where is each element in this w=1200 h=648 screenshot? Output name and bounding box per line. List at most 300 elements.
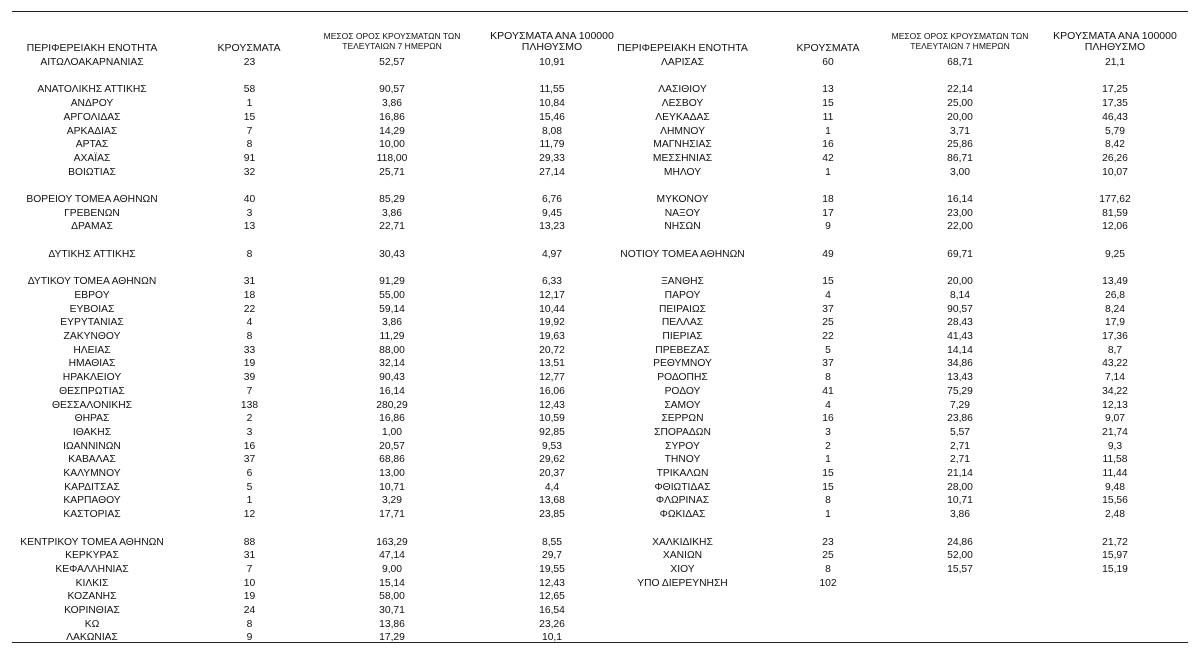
cases-cell: 37 xyxy=(822,303,834,315)
cases-cell: 40 xyxy=(243,194,256,205)
per100k-cell: 26,26 xyxy=(1102,152,1128,164)
cases-cell: 31 xyxy=(243,276,256,288)
per100k-cell: 8,08 xyxy=(541,125,563,137)
per100k-cell: 15,46 xyxy=(539,111,565,123)
table-row xyxy=(12,563,600,577)
cases-cell: 3 xyxy=(246,207,253,219)
region-cell: ΤΡΙΚΑΛΩΝ xyxy=(656,468,709,479)
per100k-cell: 5,79 xyxy=(1104,125,1126,137)
cases-cell: 42 xyxy=(822,152,834,164)
per100k-cell: 8,42 xyxy=(1104,139,1126,151)
table-header-left xyxy=(12,28,614,55)
cases-cell: 18 xyxy=(822,194,834,205)
table-row xyxy=(600,453,1188,467)
per100k-cell: 43,22 xyxy=(1102,358,1128,370)
region-cell: ΣΠΟΡΑΔΩΝ xyxy=(654,426,711,438)
cases-cell: 25 xyxy=(822,317,834,329)
per100k-cell: 6,33 xyxy=(541,276,563,288)
region-cell: ΛΑΡΙΣΑΣ xyxy=(660,57,705,68)
region-cell: ΡΟΔΟΥ xyxy=(664,385,701,397)
table-row xyxy=(600,193,1188,207)
table-row xyxy=(12,83,600,97)
region-cell: ΑΡΓΟΛΙΔΑΣ xyxy=(63,111,121,123)
table-row xyxy=(12,590,600,604)
region-cell: ΑΝΔΡΟΥ xyxy=(70,98,114,110)
table-row xyxy=(600,316,1188,330)
region-cell: ΜΥΚΟΝΟΥ xyxy=(656,194,709,205)
region-cell: ΚΕΡΚΥΡΑΣ xyxy=(65,550,119,562)
per100k-cell: 11,58 xyxy=(1102,454,1128,466)
bottom-rule xyxy=(12,642,1188,643)
per100k-cell: 29,62 xyxy=(539,454,565,466)
avg7-cell: 22,00 xyxy=(947,221,973,233)
avg7-cell: 16,14 xyxy=(947,194,973,205)
cases-cell: 7 xyxy=(246,385,253,397)
region-cell: ΠΕΛΛΑΣ xyxy=(661,317,704,329)
avg7-cell: 75,29 xyxy=(947,385,973,397)
avg7-cell: 41,43 xyxy=(947,331,973,342)
per100k-cell: 10,84 xyxy=(539,98,565,110)
per100k-cell: 7,14 xyxy=(1104,372,1126,384)
region-cell: ΒΟΡΕΙΟΥ ΤΟΜΕΑ ΑΘΗΝΩΝ xyxy=(26,194,158,205)
region-cell: ΦΛΩΡΙΝΑΣ xyxy=(655,495,710,507)
avg7-cell: 9,00 xyxy=(381,563,403,575)
avg7-cell: 14,29 xyxy=(379,125,405,137)
table-row xyxy=(600,481,1188,495)
table-row xyxy=(12,138,600,152)
avg7-cell: 47,14 xyxy=(379,550,405,562)
cases-cell: 15 xyxy=(822,276,834,288)
cases-cell: 15 xyxy=(243,111,256,123)
table-row xyxy=(600,508,1188,522)
avg7-cell: 118,00 xyxy=(376,152,408,164)
cases-cell: 25 xyxy=(822,550,834,562)
per100k-cell: 8,24 xyxy=(1104,303,1126,315)
avg7-cell: 23,00 xyxy=(947,207,973,219)
avg7-cell: 20,00 xyxy=(947,276,973,288)
cases-cell: 11 xyxy=(822,111,834,123)
table-row xyxy=(600,166,1188,180)
per100k-cell: 8,55 xyxy=(541,536,563,548)
per100k-cell: 6,76 xyxy=(541,194,563,205)
avg7-cell: 280,29 xyxy=(376,399,408,411)
avg7-cell: 3,86 xyxy=(381,98,403,110)
avg7-cell: 20,00 xyxy=(947,111,973,123)
region-cell: ΡΟΔΟΠΗΣ xyxy=(657,372,708,384)
avg7-cell: 8,14 xyxy=(949,289,971,301)
table-row xyxy=(12,152,600,166)
cases-cell: 3 xyxy=(246,426,253,438)
per100k-cell: 9,07 xyxy=(1104,413,1126,425)
avg7-cell: 90,57 xyxy=(947,303,973,315)
table-row xyxy=(12,111,600,125)
cases-cell: 8 xyxy=(825,563,831,575)
avg7-cell: 10,71 xyxy=(379,481,405,493)
cases-cell: 23 xyxy=(243,57,256,68)
cases-cell: 9 xyxy=(825,221,831,233)
cases-cell: 5 xyxy=(825,344,831,356)
region-cell: ΕΥΡΥΤΑΝΙΑΣ xyxy=(60,317,124,329)
header-per100k: ΚΡΟΥΣΜΑΤΑ ΑΝΑ 100000 ΠΛΗΘΥΣΜΟ xyxy=(490,30,614,53)
region-cell: ΙΩΑΝΝΙΝΩΝ xyxy=(63,440,121,452)
region-cell: ΣΥΡΟΥ xyxy=(665,440,700,452)
region-cell: ΑΡΚΑΔΙΑΣ xyxy=(66,125,118,137)
per100k-cell: 13,49 xyxy=(1102,276,1128,288)
region-cell: ΚΑΡΔΙΤΣΑΣ xyxy=(64,481,120,493)
cases-cell: 13 xyxy=(243,221,256,233)
per100k-cell: 81,59 xyxy=(1102,207,1128,219)
region-cell: ΒΟΙΩΤΙΑΣ xyxy=(68,166,116,178)
avg7-cell: 69,71 xyxy=(947,248,973,260)
avg7-cell: 30,71 xyxy=(379,605,405,616)
header-avg7: ΜΕΣΟΣ ΟΡΟΣ ΚΡΟΥΣΜΑΤΩΝ ΤΩΝ ΤΕΛΕΥΤΑΙΩΝ 7 ΗΜΕΡΩΝ xyxy=(891,31,1029,51)
table-row xyxy=(12,385,600,399)
per100k-cell: 34,22 xyxy=(1102,385,1128,397)
table-row xyxy=(12,97,600,111)
region-cell: ΔΥΤΙΚΗΣ ΑΤΤΙΚΗΣ xyxy=(48,248,136,260)
avg7-cell: 32,14 xyxy=(379,358,405,370)
cases-cell: 60 xyxy=(822,57,834,68)
avg7-cell: 1,00 xyxy=(381,426,403,438)
per100k-cell: 11,55 xyxy=(539,84,565,96)
per100k-cell: 46,43 xyxy=(1102,111,1128,123)
table-row xyxy=(600,207,1188,221)
avg7-cell: 52,00 xyxy=(947,550,973,562)
table-row xyxy=(12,618,600,632)
cases-cell: 2 xyxy=(246,413,253,425)
table-row xyxy=(600,412,1188,426)
table-row xyxy=(12,549,600,563)
table-row xyxy=(600,275,1188,289)
region-cell: ΗΛΕΙΑΣ xyxy=(73,344,111,356)
region-cell: ΠΑΡΟΥ xyxy=(664,289,701,301)
table-row xyxy=(12,125,600,139)
per100k-cell: 17,9 xyxy=(1104,317,1126,329)
per100k-cell: 19,63 xyxy=(539,331,565,342)
per100k-cell: 11,79 xyxy=(539,139,565,151)
cases-cell: 31 xyxy=(243,550,256,562)
region-cell: ΚΟΡΙΝΘΙΑΣ xyxy=(64,605,120,616)
table-row xyxy=(12,289,600,303)
per100k-cell: 10,07 xyxy=(1102,166,1128,178)
cases-cell: 19 xyxy=(243,591,256,603)
region-cell: ΚΕΝΤΡΙΚΟΥ ΤΟΜΕΑ ΑΘΗΝΩΝ xyxy=(20,536,164,548)
table-row xyxy=(600,138,1188,152)
region-cell: ΜΗΛΟΥ xyxy=(663,166,702,178)
region-cell: ΠΕΙΡΑΙΩΣ xyxy=(658,303,707,315)
per100k-cell: 21,72 xyxy=(1102,536,1128,548)
header-cases: ΚΡΟΥΣΜΑΤΑ xyxy=(217,42,281,54)
region-cell: ΑΝΑΤΟΛΙΚΗΣ ΑΤΤΙΚΗΣ xyxy=(37,84,147,96)
cases-cell: 1 xyxy=(825,166,831,178)
per100k-cell: 9,25 xyxy=(1104,248,1126,260)
region-cell: ΣΑΜΟΥ xyxy=(664,399,701,411)
avg7-cell: 2,71 xyxy=(949,454,971,466)
top-rule xyxy=(12,11,1188,12)
avg7-cell: 21,14 xyxy=(947,468,973,479)
cases-cell: 1 xyxy=(825,125,831,137)
per100k-cell: 11,44 xyxy=(1102,468,1128,479)
table-row xyxy=(12,453,600,467)
region-cell: ΦΘΙΩΤΙΔΑΣ xyxy=(654,481,711,493)
header-avg7: ΜΕΣΟΣ ΟΡΟΣ ΚΡΟΥΣΜΑΤΩΝ ΤΩΝ ΤΕΛΕΥΤΑΙΩΝ 7 ΗΜΕΡΩΝ xyxy=(323,31,461,51)
table-row xyxy=(12,56,600,70)
per100k-cell: 23,85 xyxy=(539,509,565,521)
region-cell: ΚΑΒΑΛΑΣ xyxy=(68,454,116,466)
per100k-cell: 29,7 xyxy=(541,550,563,562)
cases-cell: 16 xyxy=(822,139,834,151)
table-row xyxy=(600,467,1188,481)
table-row xyxy=(12,577,600,591)
per100k-cell: 26,8 xyxy=(1104,289,1126,301)
cases-cell: 5 xyxy=(246,481,253,493)
per100k-cell: 9,48 xyxy=(1104,481,1126,493)
per100k-cell: 20,72 xyxy=(539,344,565,356)
region-cell: ΚΑΡΠΑΘΟΥ xyxy=(63,495,121,507)
region-cell: ΙΘΑΚΗΣ xyxy=(72,426,112,438)
cases-cell: 33 xyxy=(243,344,256,356)
avg7-cell: 20,57 xyxy=(379,440,405,452)
region-cell: ΜΕΣΣΗΝΙΑΣ xyxy=(652,152,713,164)
region-cell: ΑΡΤΑΣ xyxy=(75,139,109,151)
cases-cell: 32 xyxy=(243,166,256,178)
avg7-cell: 2,71 xyxy=(949,440,971,452)
table-row xyxy=(12,316,600,330)
region-cell: ΘΕΣΠΡΩΤΙΑΣ xyxy=(59,385,125,397)
region-cell: ΧΑΛΚΙΔΙΚΗΣ xyxy=(652,536,713,548)
cases-cell: 37 xyxy=(243,454,256,466)
cases-cell: 41 xyxy=(822,385,834,397)
table-row xyxy=(600,385,1188,399)
cases-cell: 1 xyxy=(825,509,831,521)
avg7-cell: 11,29 xyxy=(379,331,405,342)
table-row xyxy=(600,220,1188,234)
per100k-cell: 4,97 xyxy=(541,248,563,260)
region-cell: ΝΗΣΩΝ xyxy=(664,221,701,233)
table-row xyxy=(600,440,1188,454)
region-cell: ΔΡΑΜΑΣ xyxy=(71,221,113,233)
avg7-cell: 7,29 xyxy=(949,399,971,411)
avg7-cell: 16,14 xyxy=(379,385,405,397)
table-row xyxy=(12,357,600,371)
table-row xyxy=(600,563,1188,577)
cases-cell: 13 xyxy=(822,84,834,96)
table-row xyxy=(600,56,1188,70)
region-cell: ΕΒΡΟΥ xyxy=(74,289,110,301)
table-row xyxy=(12,494,600,508)
region-cell: ΛΕΣΒΟΥ xyxy=(661,98,704,110)
region-cell: ΛΑΣΙΘΙΟΥ xyxy=(658,84,707,96)
region-cell: ΚΟΖΑΝΗΣ xyxy=(67,591,117,603)
per100k-cell: 8,7 xyxy=(1107,344,1123,356)
cases-cell: 8 xyxy=(246,331,253,342)
table-row xyxy=(600,371,1188,385)
avg7-cell: 91,29 xyxy=(379,276,405,288)
table-header-right xyxy=(600,28,1188,55)
cases-cell: 91 xyxy=(243,152,256,164)
cases-cell: 102 xyxy=(819,577,837,589)
region-cell: ΔΥΤΙΚΟΥ ΤΟΜΕΑ ΑΘΗΝΩΝ xyxy=(27,276,157,288)
avg7-cell: 23,86 xyxy=(947,413,973,425)
cases-cell: 17 xyxy=(822,207,834,219)
header-per100k: ΚΡΟΥΣΜΑΤΑ ΑΝΑ 100000 ΠΛΗΘΥΣΜΟ xyxy=(1053,30,1177,53)
region-cell: ΘΕΣΣΑΛΟΝΙΚΗΣ xyxy=(51,399,133,411)
avg7-cell: 90,43 xyxy=(379,372,405,384)
avg7-cell: 5,57 xyxy=(949,426,971,438)
region-cell: ΕΥΒΟΙΑΣ xyxy=(69,303,115,315)
table-row xyxy=(600,549,1188,563)
region-cell: ΠΙΕΡΙΑΣ xyxy=(662,331,703,342)
table-row xyxy=(12,604,600,618)
table-row xyxy=(12,330,600,344)
per100k-cell: 9,45 xyxy=(541,207,563,219)
table-row xyxy=(12,467,600,481)
region-cell: ΡΕΘΥΜΝΟΥ xyxy=(653,358,712,370)
table-row xyxy=(600,303,1188,317)
per100k-cell: 13,68 xyxy=(539,495,565,507)
avg7-cell: 3,86 xyxy=(949,509,971,521)
cases-cell: 22 xyxy=(822,331,834,342)
cases-cell: 19 xyxy=(243,358,256,370)
per100k-cell: 23,26 xyxy=(539,618,565,630)
region-cell: ΛΕΥΚΑΔΑΣ xyxy=(655,111,710,123)
region-cell: ΦΩΚΙΔΑΣ xyxy=(659,509,706,521)
per100k-cell: 12,43 xyxy=(539,399,565,411)
avg7-cell: 13,86 xyxy=(379,618,405,630)
region-cell: ΛΗΜΝΟΥ xyxy=(660,125,705,137)
region-cell: ΧΑΝΙΩΝ xyxy=(662,550,703,562)
region-cell: ΓΡΕΒΕΝΩΝ xyxy=(64,207,120,219)
per100k-cell: 29,33 xyxy=(539,152,565,164)
cases-cell: 22 xyxy=(243,303,256,315)
cases-cell: 8 xyxy=(246,618,253,630)
cases-cell: 49 xyxy=(822,248,834,260)
avg7-cell: 24,86 xyxy=(947,536,973,548)
avg7-cell: 13,00 xyxy=(379,468,405,479)
table-row xyxy=(12,193,600,207)
cases-cell: 1 xyxy=(246,98,253,110)
region-cell: ΝΟΤΙΟΥ ΤΟΜΕΑ ΑΘΗΝΩΝ xyxy=(620,248,745,260)
per100k-cell: 4,4 xyxy=(544,481,560,493)
header-region: ΠΕΡΙΦΕΡΕΙΑΚΗ ΕΝΟΤΗΤΑ xyxy=(26,42,158,54)
table-row xyxy=(12,303,600,317)
per100k-cell: 12,06 xyxy=(1102,221,1128,233)
table-row xyxy=(12,248,600,262)
table-row xyxy=(12,399,600,413)
table-row xyxy=(12,508,600,522)
cases-cell: 15 xyxy=(822,481,834,493)
cases-cell: 24 xyxy=(243,605,256,616)
avg7-cell: 17,29 xyxy=(379,632,405,644)
cases-cell: 7 xyxy=(246,125,253,137)
cases-cell: 8 xyxy=(246,139,253,151)
table-row xyxy=(12,207,600,221)
region-cell: ΜΑΓΝΗΣΙΑΣ xyxy=(653,139,712,151)
table-row xyxy=(600,344,1188,358)
region-cell: ΚΕΦΑΛΛΗΝΙΑΣ xyxy=(55,563,129,575)
table-row xyxy=(600,357,1188,371)
avg7-cell: 28,43 xyxy=(947,317,973,329)
table-row xyxy=(600,248,1188,262)
per100k-cell: 17,36 xyxy=(1102,331,1128,342)
per100k-cell: 16,54 xyxy=(539,605,565,616)
table-row xyxy=(600,125,1188,139)
per100k-cell: 10,59 xyxy=(539,413,565,425)
avg7-cell: 88,00 xyxy=(379,344,405,356)
avg7-cell: 10,71 xyxy=(947,495,973,507)
avg7-cell: 28,00 xyxy=(947,481,973,493)
avg7-cell: 3,86 xyxy=(381,207,403,219)
avg7-cell: 58,00 xyxy=(379,591,405,603)
per100k-cell: 13,23 xyxy=(539,221,565,233)
per100k-cell: 12,13 xyxy=(1102,399,1128,411)
cases-cell: 18 xyxy=(243,289,256,301)
per100k-cell: 9,3 xyxy=(1107,440,1123,452)
cases-cell: 8 xyxy=(246,248,253,260)
cases-cell: 9 xyxy=(246,632,253,644)
region-cell: ΚΙΛΚΙΣ xyxy=(75,577,109,589)
table-row xyxy=(600,97,1188,111)
table-row xyxy=(12,371,600,385)
table-row xyxy=(600,330,1188,344)
table-row xyxy=(12,426,600,440)
per100k-cell: 177,62 xyxy=(1099,194,1131,205)
table-row xyxy=(600,152,1188,166)
table-row xyxy=(600,111,1188,125)
cases-cell: 15 xyxy=(822,468,834,479)
table-row xyxy=(600,426,1188,440)
cases-cell: 4 xyxy=(825,289,831,301)
cases-cell: 23 xyxy=(822,536,834,548)
cases-cell: 6 xyxy=(246,468,253,479)
region-cell: ΧΙΟΥ xyxy=(670,563,695,575)
per100k-cell: 17,35 xyxy=(1102,98,1128,110)
per100k-cell: 21,1 xyxy=(1104,57,1126,68)
avg7-cell: 30,43 xyxy=(379,248,405,260)
table-row xyxy=(12,275,600,289)
per100k-cell: 10,44 xyxy=(539,303,565,315)
avg7-cell: 10,00 xyxy=(379,139,405,151)
cases-cell: 58 xyxy=(243,84,256,96)
region-cell: ΞΑΝΘΗΣ xyxy=(661,276,704,288)
avg7-cell: 3,71 xyxy=(949,125,971,137)
header-region: ΠΕΡΙΦΕΡΕΙΑΚΗ ΕΝΟΤΗΤΑ xyxy=(617,42,748,54)
avg7-cell: 163,29 xyxy=(376,536,408,548)
per100k-cell: 27,14 xyxy=(539,166,565,178)
avg7-cell: 55,00 xyxy=(379,289,405,301)
cases-cell: 2 xyxy=(825,440,831,452)
avg7-cell: 68,71 xyxy=(947,57,973,68)
avg7-cell: 3,29 xyxy=(381,495,403,507)
per100k-cell: 20,37 xyxy=(539,468,565,479)
table-row xyxy=(600,83,1188,97)
table-row xyxy=(12,481,600,495)
per100k-cell: 19,92 xyxy=(539,317,565,329)
region-cell: ΣΕΡΡΩΝ xyxy=(661,413,704,425)
avg7-cell: 86,71 xyxy=(947,152,973,164)
avg7-cell: 15,57 xyxy=(947,563,973,575)
avg7-cell: 68,86 xyxy=(379,454,405,466)
table-row xyxy=(12,440,600,454)
cases-cell: 16 xyxy=(822,413,834,425)
cases-cell: 10 xyxy=(243,577,256,589)
region-cell: ΛΑΚΩΝΙΑΣ xyxy=(66,632,118,644)
per100k-cell: 12,77 xyxy=(539,372,565,384)
per100k-cell: 15,97 xyxy=(1102,550,1128,562)
table-row xyxy=(12,536,600,550)
cases-cell: 4 xyxy=(246,317,253,329)
region-cell: ΝΑΞΟΥ xyxy=(664,207,701,219)
